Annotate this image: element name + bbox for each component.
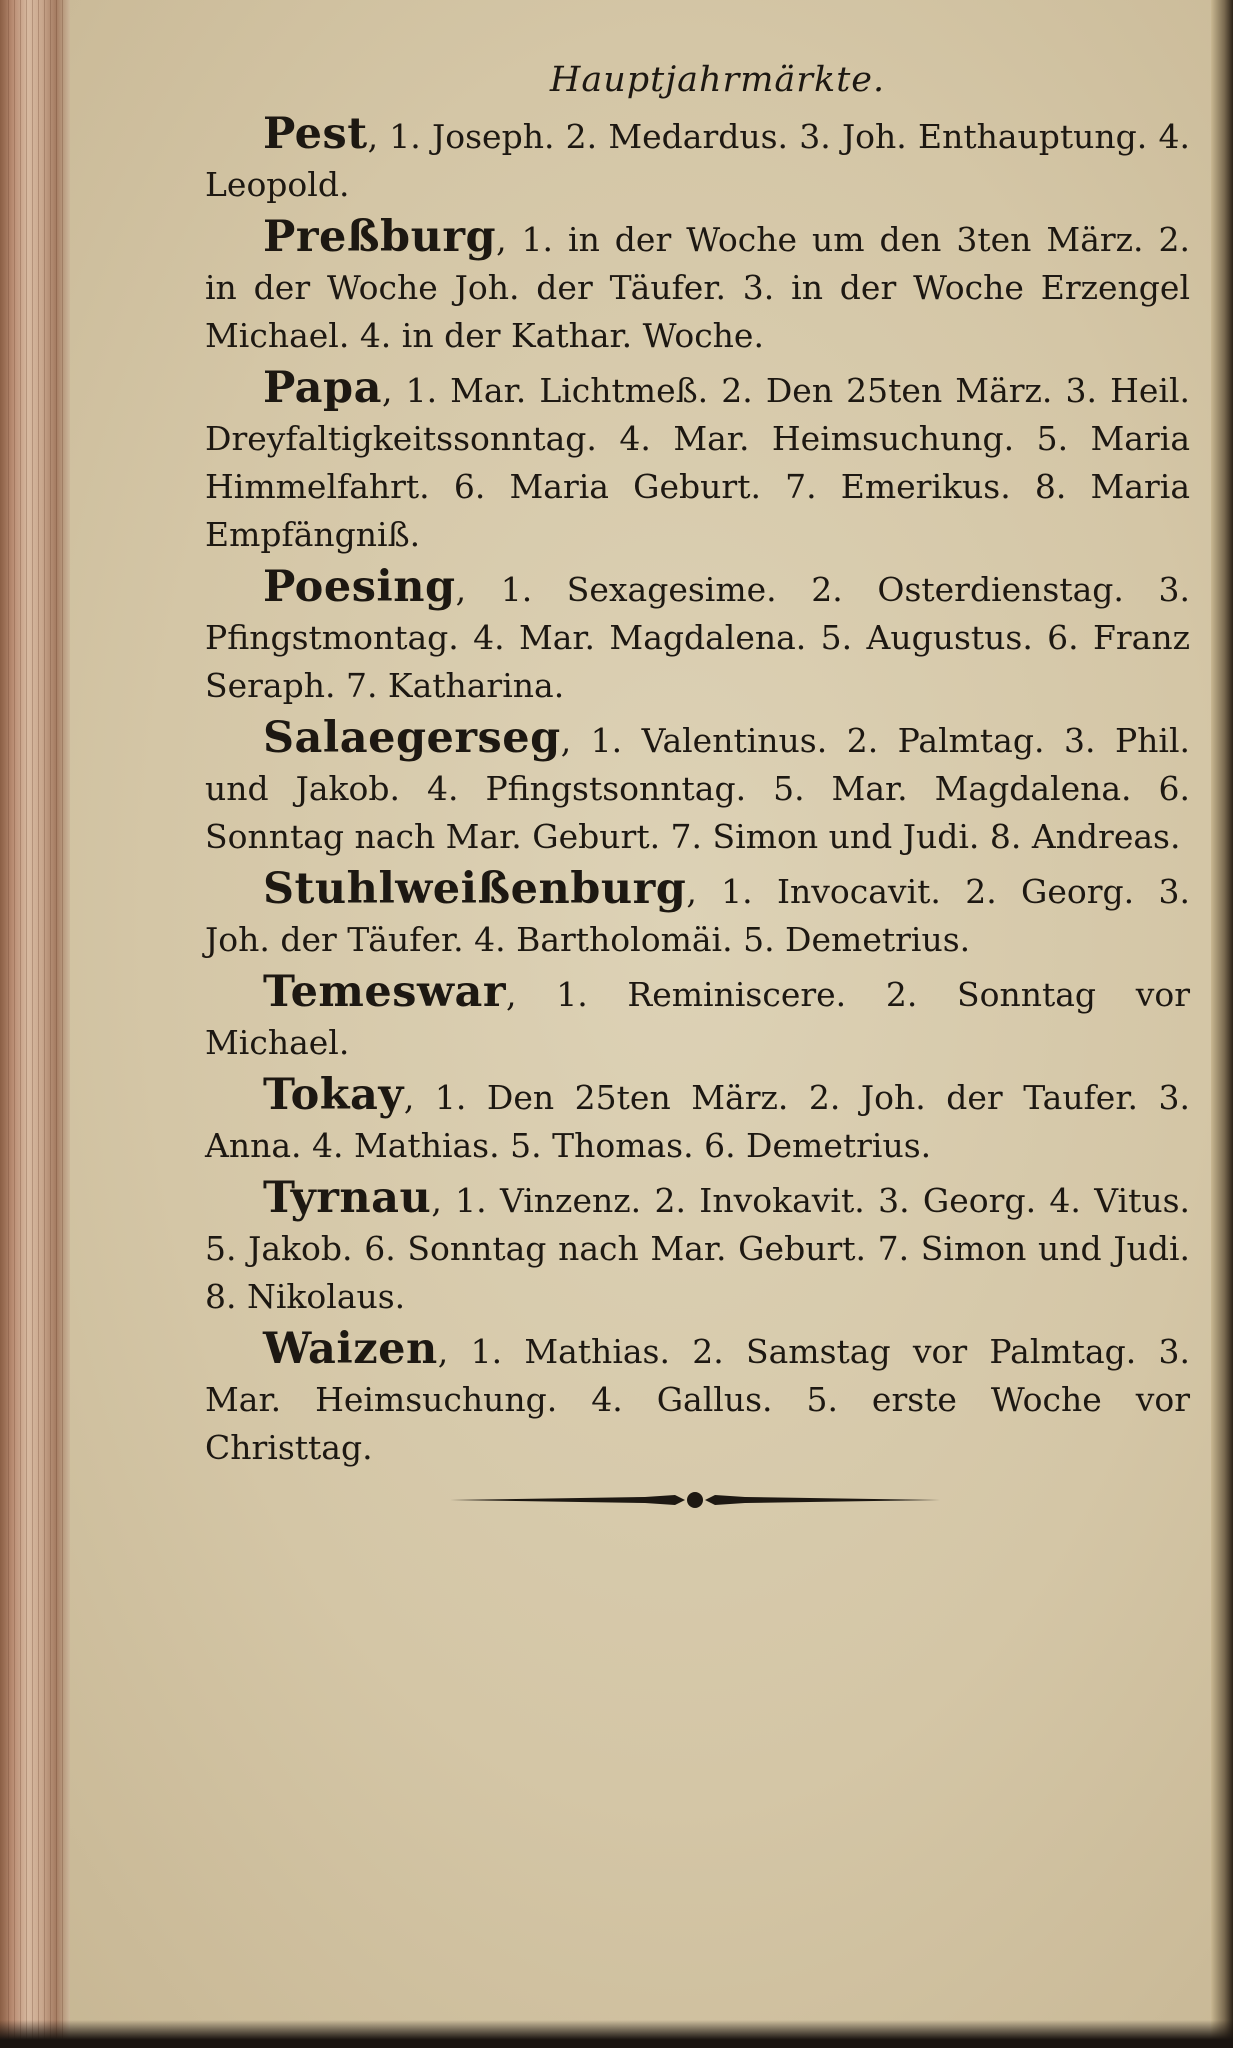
town-name: Stuhlweißenburg bbox=[263, 864, 687, 914]
town-name: Waizen bbox=[263, 1324, 438, 1374]
town-name: Preßburg bbox=[263, 212, 497, 262]
entry-text: , 1. Valentinus. 2. Palmtag. 3. Phil. und Jakob. 4. Pfingstsonntag. 5. Mar. Magdalena. 6. Sonntag nach Mar. Geburt. 7. Simon und Judi. 8. Andreas. bbox=[205, 721, 1190, 856]
running-head: Hauptjahrmärkte. bbox=[549, 60, 886, 100]
book-binding-edge bbox=[0, 0, 70, 2048]
town-name: Tokay bbox=[263, 1070, 404, 1120]
entry-waizen bbox=[205, 1325, 1190, 1472]
entry-text: , 1. Vinzenz. 2. Invokavit. 3. Georg. 4. Vitus. 5. Jakob. 6. Sonntag nach Mar. Geburt. 7. Simon und Judi. 8. Nikolaus. bbox=[205, 1181, 1190, 1316]
entry-text: , 1. Mathias. 2. Samstag vor Palmtag. 3. Mar. Heimsuchung. 4. Gallus. 5. erste Woche vor Christtag. bbox=[205, 1332, 1190, 1467]
entry-tokay bbox=[205, 1071, 1190, 1170]
entry-papa bbox=[205, 364, 1190, 559]
ornament-right-rule bbox=[705, 1495, 940, 1505]
entry-text: , 1. in der Woche um den 3ten März. 2. in der Woche Joh. der Täufer. 3. in der Woche Erzengel Michael. 4. in der Kathar. Woche. bbox=[205, 220, 1190, 355]
town-name: Temeswar bbox=[263, 967, 507, 1017]
text-block bbox=[205, 60, 1190, 1476]
town-name: Salaegerseg bbox=[263, 713, 561, 763]
town-name: Papa bbox=[263, 363, 382, 413]
town-name: Tyrnau bbox=[263, 1173, 432, 1223]
entry-tyrnau bbox=[205, 1174, 1190, 1321]
ornament-center-dot bbox=[687, 1492, 703, 1508]
town-name: Poesing bbox=[263, 562, 456, 612]
closing-ornament bbox=[445, 1480, 945, 1520]
entry-text: , 1. Joseph. 2. Medardus. 3. Joh. Enthauptung. 4. Leopold. bbox=[205, 117, 1190, 204]
entry-stuhlweissenburg bbox=[205, 865, 1190, 964]
entry-salaegerseg bbox=[205, 714, 1190, 861]
entry-temeswar bbox=[205, 968, 1190, 1067]
town-name: Pest bbox=[263, 109, 368, 159]
entry-pest bbox=[205, 110, 1190, 209]
ornament-left-rule bbox=[450, 1495, 685, 1505]
page-right-edge bbox=[1211, 0, 1233, 2048]
page-bottom-edge bbox=[0, 2020, 1233, 2048]
entry-text: , 1. Reminiscere. 2. Sonntag vor Michael. bbox=[205, 975, 1190, 1062]
entry-text: , 1. Invocavit. 2. Georg. 3. Joh. der Täufer. 4. Bartholomäi. 5. Demetrius. bbox=[205, 872, 1190, 959]
entry-text: , 1. Den 25ten März. 2. Joh. der Taufer. 3. Anna. 4. Mathias. 5. Thomas. 6. Demetrius. bbox=[205, 1078, 1190, 1165]
entry-poesing bbox=[205, 563, 1190, 710]
entry-text: , 1. Mar. Lichtmeß. 2. Den 25ten März. 3. Heil. Dreyfaltigkeitssonntag. 4. Mar. Heimsuchung. 5. Maria Himmelfahrt. 6. Maria Geburt. 7. Emerikus. 8. Maria Empfängniß. bbox=[205, 371, 1190, 554]
entry-text: , 1. Sexagesime. 2. Osterdienstag. 3. Pfingstmontag. 4. Mar. Magdalena. 5. Augustus. 6. Franz Seraph. 7. Katharina. bbox=[205, 570, 1190, 705]
entry-pressburg bbox=[205, 213, 1190, 360]
